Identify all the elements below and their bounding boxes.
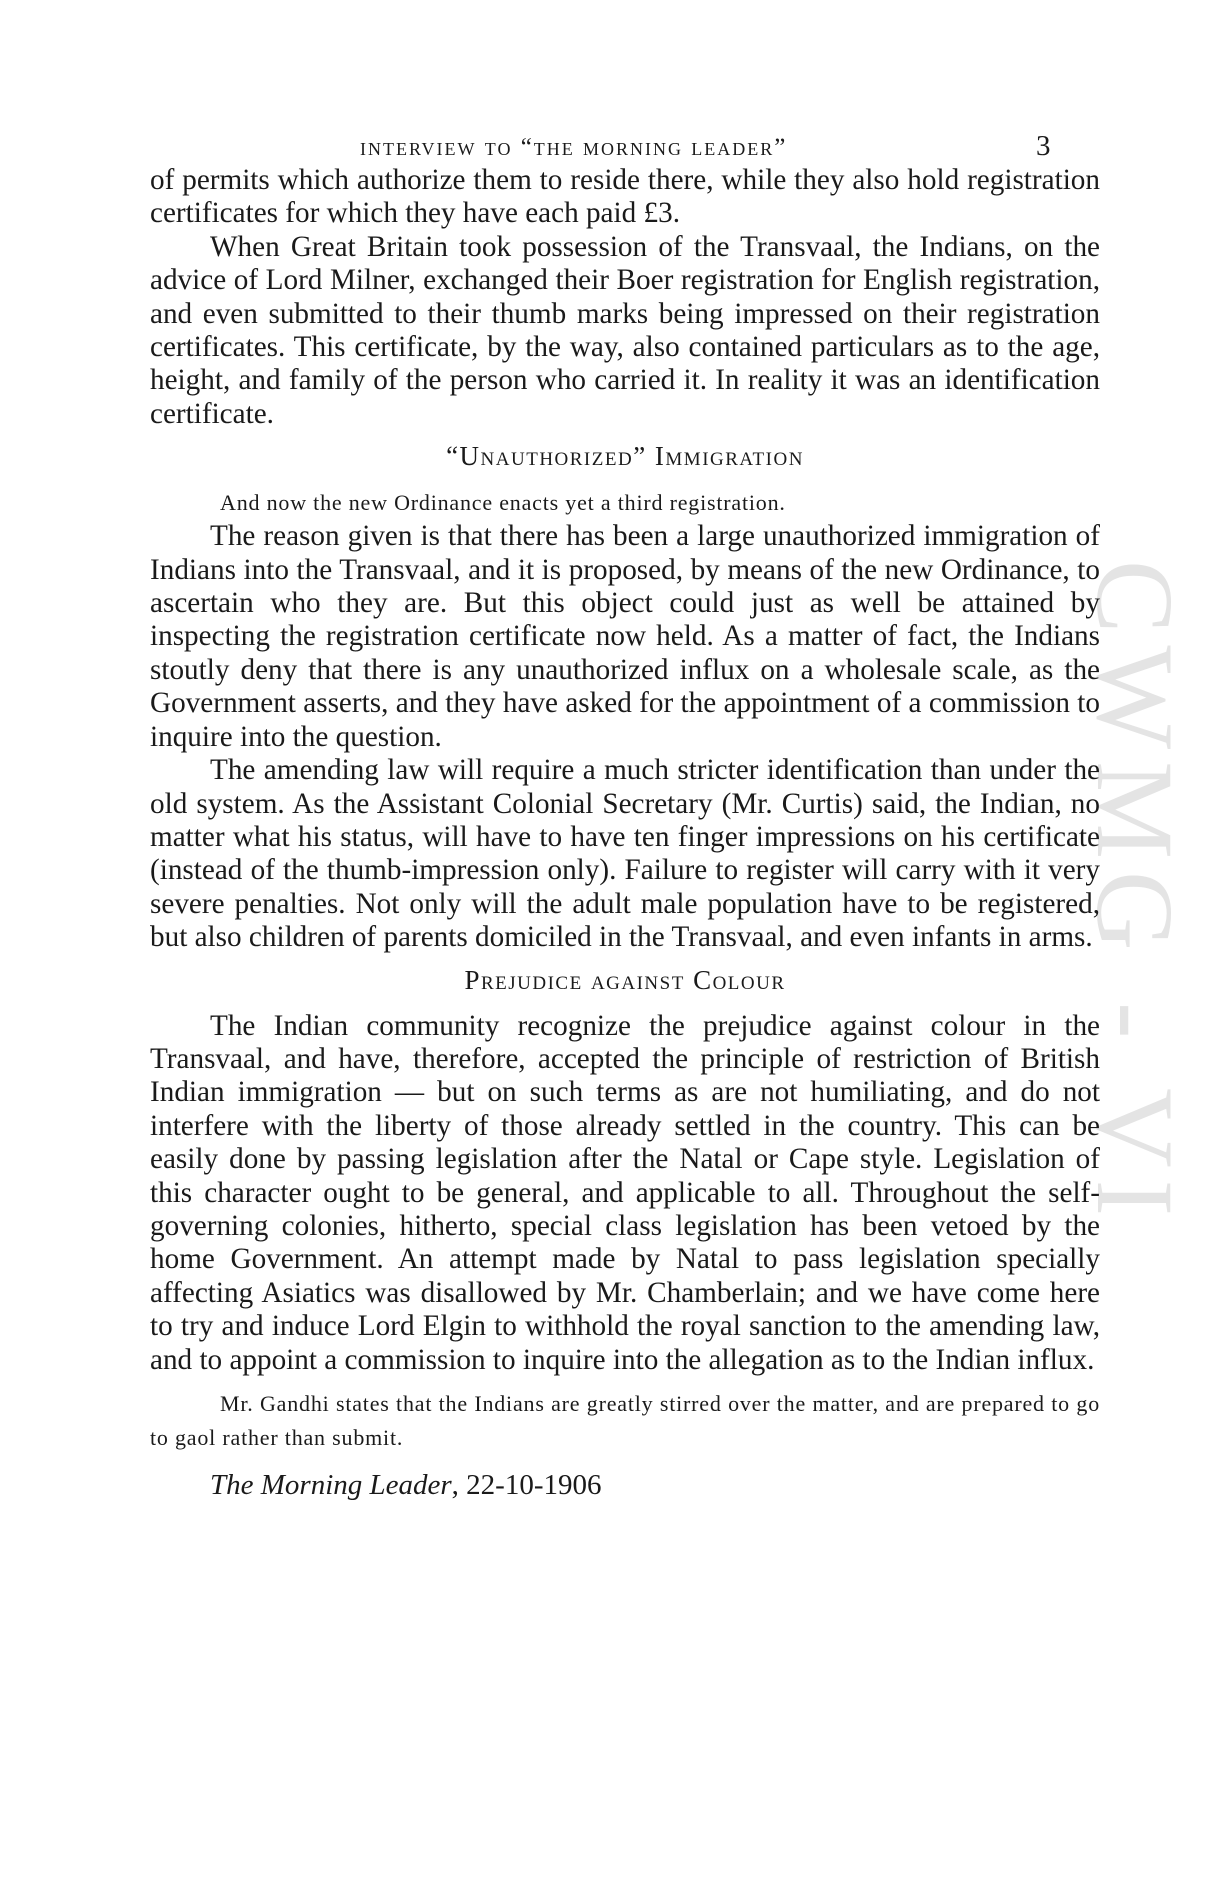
section-heading-prejudice-against-colour: Prejudice against Colour bbox=[464, 964, 786, 995]
running-head bbox=[150, 124, 1100, 164]
paragraph-1: of permits which authorize them to reside there, while they also hold registration certificates for which they have each paid £3. bbox=[150, 164, 1100, 230]
source-publication: The Morning Leader bbox=[210, 1469, 452, 1501]
section-heading-unauthorized-immigration: “Unauthorized” Immigration bbox=[446, 441, 804, 472]
interviewer-note-2-block bbox=[150, 1387, 1100, 1455]
paragraph-3: The reason given is that there has been a large unauthorized immigration of Indians into the Transvaal, and it is proposed, by means of the new Ordinance, to ascertain who they are. But this object could just as well be attained by inspecting the registration certificate now held. As a matter of fact, the Indians stoutly deny that there is any unauthorized influx on a wholesale scale, as the Government asserts, and they have asked for the appointment of a commission to inquire into the question. bbox=[150, 520, 1100, 753]
source-citation bbox=[210, 1469, 1100, 1502]
paragraph-4: The amending law will require a much stricter identification than under the old system. As the Assistant Colonial Secretary (Mr. Curtis) said, the Indian, no matter what his status, will have to have ten finger impressions on his certificate (instead of the thumb-impression only). Failure to register will carry with it very severe penalties. Not only will the adult male population have to be registered, but also children of parents domiciled in the Transvaal, and even infants in arms. bbox=[150, 754, 1100, 954]
interviewer-note-1: And now the new Ordinance enacts yet a third registration. bbox=[220, 490, 786, 516]
interviewer-note-2: Mr. Gandhi states that the Indians are greatly stirred over the matter, and are prepared to go to gaol rather than submit. bbox=[150, 1391, 1100, 1450]
source-date: , 22-10-1906 bbox=[451, 1469, 602, 1501]
paragraph-5: The Indian community recognize the prejudice against colour in the Transvaal, and have, therefore, accepted the principle of restriction of British Indian immigration — but on such terms as are not humiliating, and do not interfere with the liberty of those already settled in the country. This can be easily done by passing legislation after the Natal or Cape style. Legislation of this character ought to be general, and applicable to all. Throughout the self-governing colonies, hitherto, special class legislation has been vetoed by the home Government. An attempt made by Natal to pass legislation specially affecting Asiatics was disallowed by Mr. Chamberlain; and we have come here to try and induce Lord Elgin to withhold the royal sanction to the amending law, and to appoint a commission to inquire into the allegation as to the Indian influx. bbox=[150, 1009, 1100, 1376]
running-head-title: interview to “the morning leader” bbox=[360, 134, 788, 161]
watermark bbox=[1074, 560, 1198, 1320]
page-number: 3 bbox=[1036, 130, 1052, 162]
paragraph-2: When Great Britain took possession of the Transvaal, the Indians, on the advice of Lord Milner, exchanged their Boer registration for English registration, and even submitted to their thumb marks being impressed on their registration certificates. This certificate, by the way, also contained particulars as to the age, height, and family of the person who carried it. In reality it was an identification certificate. bbox=[150, 230, 1100, 430]
page bbox=[150, 124, 1100, 1502]
watermark-text: CWMG - VI bbox=[1074, 560, 1196, 1229]
